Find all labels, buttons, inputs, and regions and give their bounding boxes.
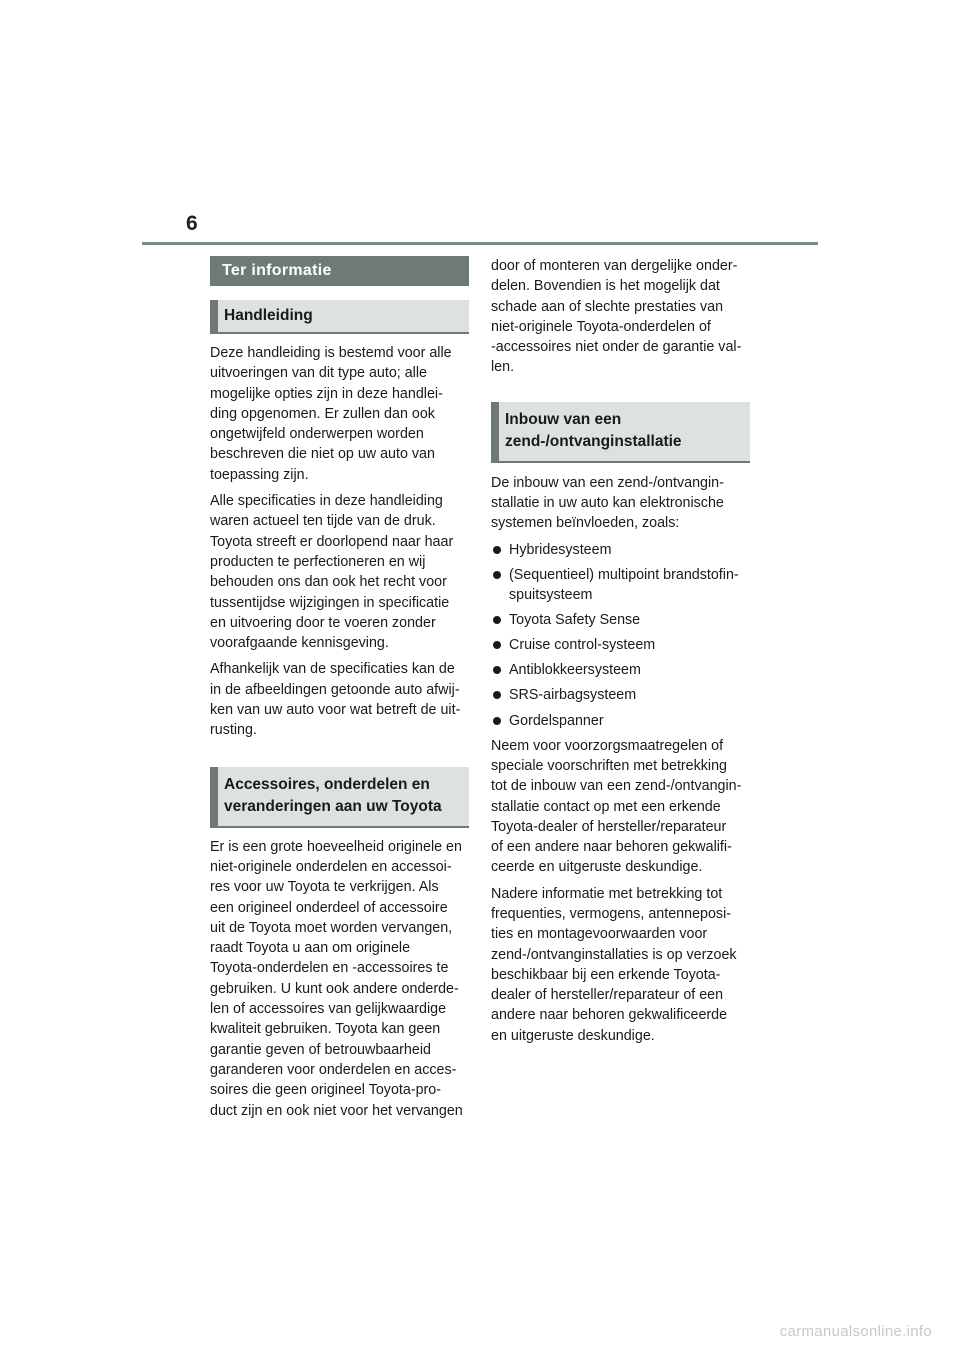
- list-item: Toyota Safety Sense: [491, 610, 750, 630]
- paragraph: Afhankelijk van de specificaties kan de in de afbeeldingen getoonde auto afwij- ken van uw auto voor wat betreft de uit- rusting.: [210, 661, 461, 739]
- list-item: Gordelspanner: [491, 711, 750, 731]
- bullet-icon: [493, 691, 501, 699]
- bullet-icon: [493, 546, 501, 554]
- bullet-icon: [493, 717, 501, 725]
- page-number: 6: [186, 212, 198, 235]
- paragraph: Neem voor voorzorgsmaatregelen of speciale voorschriften met betrekking tot de inbouw van een zend-/ontvangin- stallatie contact op met een erkende Toyota-dealer of hersteller/reparateur of een andere naar behoren gekwalifi- ceerde en uitgeruste deskundige.: [491, 737, 742, 876]
- section-title-inbouw: [491, 402, 750, 463]
- systems-list: [491, 540, 750, 731]
- list-item: Cruise control-systeem: [491, 635, 750, 655]
- chapter-title: Ter informatie: [210, 256, 469, 286]
- left-column: [210, 256, 469, 1127]
- list-item: Antiblokkeersysteem: [491, 660, 750, 680]
- list-item: (Sequentieel) multipoint brandstofin- spuitsysteem: [491, 565, 750, 606]
- paragraph: Alle specificaties in deze handleiding waren actueel ten tijde van de druk. Toyota streeft er doorlopend naar haar producten te perfectioneren en wij behouden ons dan ook het recht voor tussentijdse wijzigingen in specificatie en uitvoering door te voeren zonder voorafgaande kennisgeving.: [210, 493, 454, 652]
- list-item: Hybridesysteem: [491, 540, 750, 560]
- header-rule: [142, 242, 818, 245]
- list-item: SRS-airbagsysteem: [491, 685, 750, 705]
- paragraph: Deze handleiding is bestemd voor alle uitvoeringen van dit type auto; alle mogelijke opties zijn in deze handlei- ding opgenomen. Er zullen dan ook ongetwijfeld onderwerpen worden beschreven die niet op uw auto van toepassing zijn.: [210, 345, 452, 483]
- section-title-text: Accessoires, onderdelen en veranderingen aan uw Toyota: [224, 775, 442, 815]
- bullet-icon: [493, 571, 501, 579]
- section-title-accessoires: [210, 767, 469, 828]
- paragraph-continuation: door of monteren van dergelijke onder- delen. Bovendien is het mogelijk dat schade aan of slechte prestaties van niet-originele Toyota-onderdelen of -accessoires niet onder de garantie val- len.: [491, 258, 742, 376]
- right-column: [491, 256, 750, 1052]
- bullet-icon: [493, 616, 501, 624]
- paragraph: Er is een grote hoeveelheid originele en niet-originele onderdelen en accessoi- res voor uw Toyota te verkrijgen. Als een origineel onderdeel of accessoire uit de Toyota moet worden vervangen, raadt Toyota u aan om originele Toyota-onderdelen en -accessoires te gebruiken. U kunt ook andere onderde- len of accessoires van gelijkwaardige kwaliteit gebruiken. Toyota kan geen garantie geven of betrouwbaarheid garanderen voor onderdelen en acces- soires die geen origineel Toyota-pro- duct zijn en ook niet voor het vervangen: [210, 838, 463, 1119]
- paragraph: Nadere informatie met betrekking tot frequenties, vermogens, antenneposi- ties en montagevoorwaarden voor zend-/ontvanginstallaties is op verzoek beschikbaar bij een erkende Toyota- dealer of hersteller/reparateur of een andere naar behoren gekwalificeerde en uitgeruste deskundige.: [491, 885, 737, 1044]
- bullet-icon: [493, 641, 501, 649]
- watermark: carmanualsonline.info: [779, 1323, 932, 1340]
- section-title-handleiding: Handleiding: [210, 300, 469, 334]
- paragraph-intro: De inbouw van een zend-/ontvangin- stallatie in uw auto kan elektronische systemen beïnvloeden, zoals:: [491, 474, 724, 532]
- bullet-icon: [493, 666, 501, 674]
- section-title-text: Inbouw van een zend-/ontvanginstallatie: [505, 410, 682, 450]
